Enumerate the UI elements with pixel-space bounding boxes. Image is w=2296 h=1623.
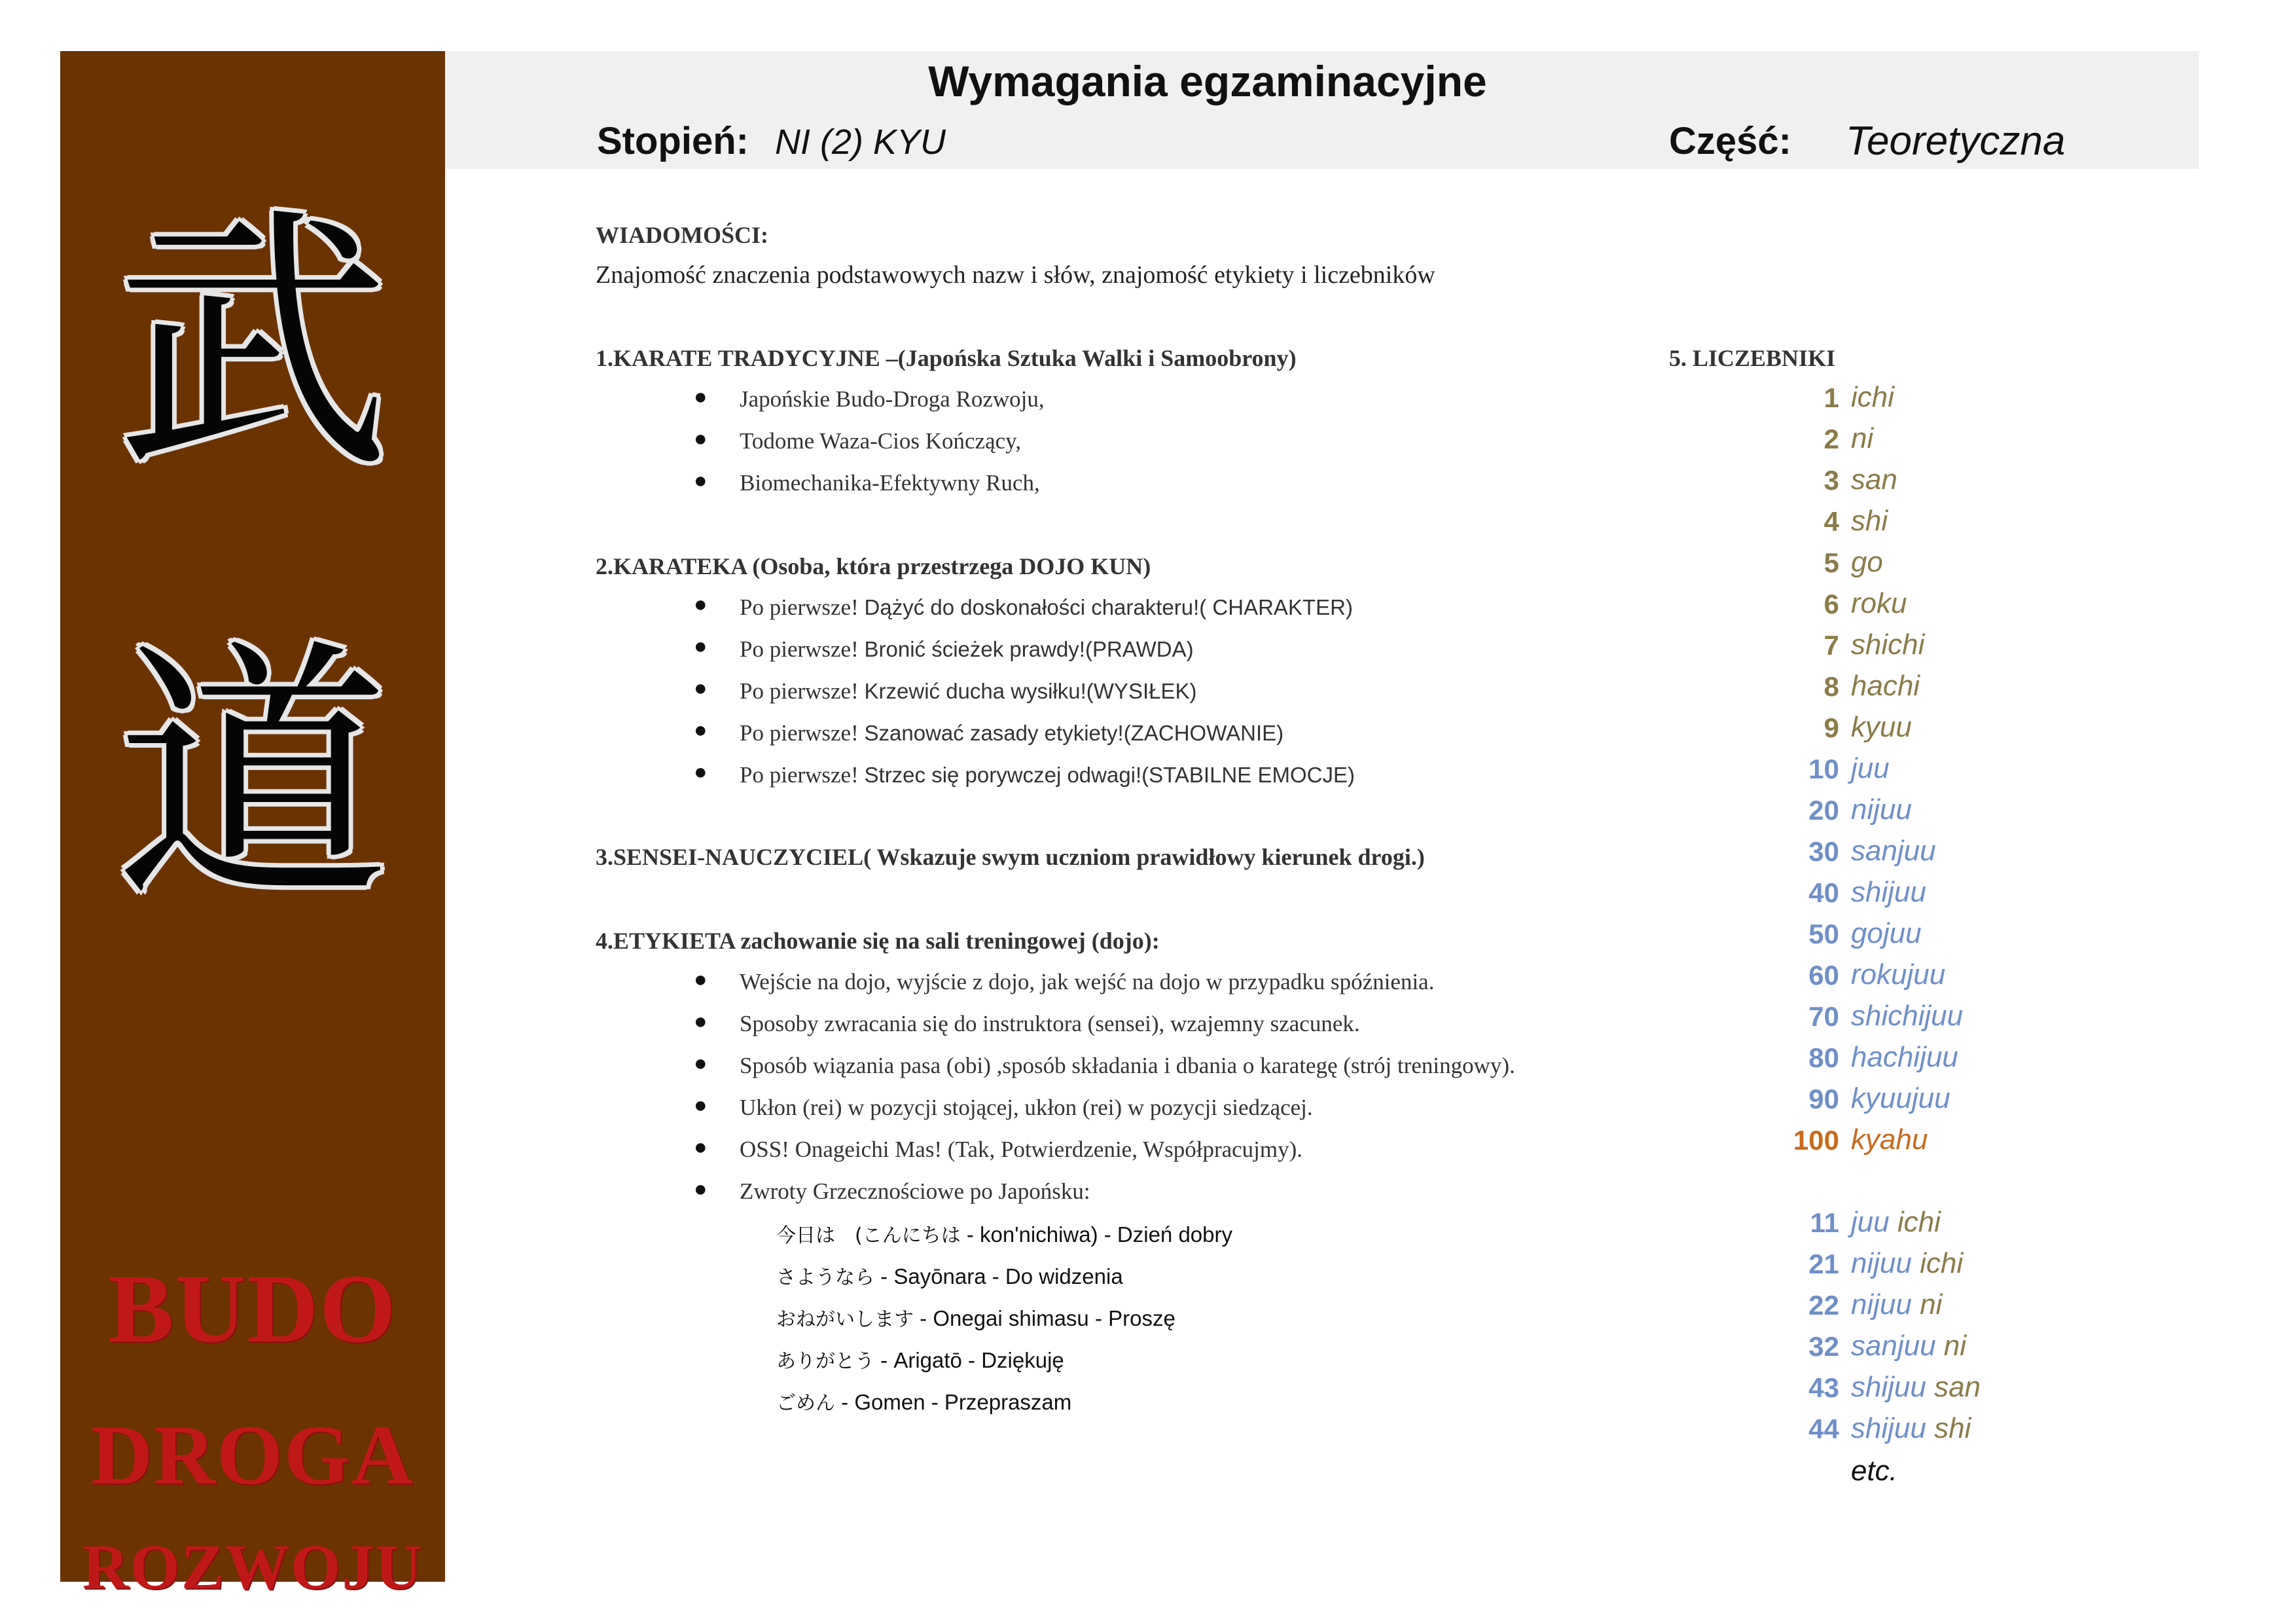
numeral-word: shi xyxy=(1851,505,1888,537)
compound-tens: nijuu xyxy=(1851,1247,1912,1279)
etiquette-item: Wejście na dojo, wyjście z dojo, jak wejść na dojo w przypadku spóźnienia. xyxy=(740,969,1435,994)
numeral-word: juu xyxy=(1851,752,1890,784)
numeral-number: 20 xyxy=(1808,795,1839,826)
etiquette-item: Sposoby zwracania się do instruktora (sensei), wzajemny szacunek. xyxy=(740,1011,1360,1036)
bullet-icon: ● xyxy=(694,593,708,617)
phrase-japanese: 今日は (こんにちは xyxy=(776,1224,961,1247)
compound-word xyxy=(1851,1247,1963,1280)
kanji-do: 道 xyxy=(115,617,390,938)
phrase-translation: - kon'nichiwa) - Dzień dobry xyxy=(960,1222,1233,1247)
bullet-icon: ● xyxy=(694,1010,708,1034)
dojo-kun-text: Strzec się porywczej odwagi!(STABILNE EMOCJE) xyxy=(864,763,1355,787)
numeral-word: san xyxy=(1851,464,1897,496)
numeral-number: 5 xyxy=(1823,547,1839,578)
numeral-number: 3 xyxy=(1823,465,1839,496)
section-1-item: Japońskie Budo-Droga Rozwoju, xyxy=(740,386,1045,412)
dojo-kun-item xyxy=(740,594,1353,621)
numeral-word: rokujuu xyxy=(1851,958,1946,991)
phrase-line xyxy=(776,1345,1064,1374)
numeral-number: 80 xyxy=(1808,1042,1839,1073)
bullet-icon: ● xyxy=(694,760,708,784)
etiquette-item: Ukłon (rei) w pozycji stojącej, ukłon (rei) w pozycji siedzącej. xyxy=(740,1095,1313,1120)
dojo-kun-item xyxy=(740,636,1194,663)
part-label: Część: xyxy=(1669,120,1791,162)
numeral-number: 70 xyxy=(1808,1001,1839,1032)
header-band xyxy=(445,51,2199,169)
numeral-word: hachi xyxy=(1851,670,1920,702)
numeral-word: go xyxy=(1851,546,1883,578)
compound-word xyxy=(1851,1330,1966,1362)
grade-label: Stopień: xyxy=(597,120,749,162)
bullet-icon: ● xyxy=(694,1051,708,1076)
dojo-kun-item xyxy=(740,678,1197,704)
numeral-number: 60 xyxy=(1808,960,1839,991)
compound-units: shi xyxy=(1934,1412,1971,1444)
etc-label: etc. xyxy=(1851,1455,1897,1487)
numeral-word: hachijuu xyxy=(1851,1041,1958,1073)
compound-tens: shijuu xyxy=(1851,1412,1926,1444)
numeral-word: ichi xyxy=(1851,381,1895,413)
numeral-number: 9 xyxy=(1823,712,1839,743)
dojo-kun-prefix: Po pierwsze! xyxy=(740,636,865,662)
bullet-icon: ● xyxy=(694,469,708,493)
bullet-icon: ● xyxy=(694,427,708,451)
numeral-number: 7 xyxy=(1823,630,1839,661)
numeral-number: 8 xyxy=(1823,671,1839,702)
numeral-number: 6 xyxy=(1823,589,1839,619)
compound-number: 11 xyxy=(1810,1207,1839,1238)
compound-number: 22 xyxy=(1808,1290,1839,1321)
section-4-heading: 4.ETYKIETA zachowanie się na sali treningowej (dojo): xyxy=(596,928,1160,954)
bullet-icon: ● xyxy=(694,634,708,659)
phrase-japanese: ありがとう xyxy=(776,1350,874,1373)
part-value: Teoretyczna xyxy=(1846,119,2066,164)
compound-word xyxy=(1851,1206,1941,1239)
bullet-icon: ● xyxy=(694,676,708,701)
phrase-line xyxy=(776,1219,1232,1248)
compound-number: 32 xyxy=(1808,1331,1839,1362)
bullet-icon: ● xyxy=(694,385,708,409)
dojo-kun-prefix: Po pierwsze! xyxy=(740,594,865,620)
etiquette-item: Sposób wiązania pasa (obi) ,sposób składania i dbania o karategę (strój treningowy). xyxy=(740,1053,1515,1078)
phrase-translation: - Onegai shimasu - Proszę xyxy=(914,1306,1175,1330)
compound-word xyxy=(1851,1288,1942,1321)
numeral-word: kyahu xyxy=(1851,1123,1928,1156)
numeral-number: 10 xyxy=(1808,754,1839,784)
phrase-japanese: ごめん xyxy=(776,1392,835,1415)
compound-word xyxy=(1851,1371,1981,1404)
phrase-translation: - Gomen - Przepraszam xyxy=(835,1390,1072,1414)
bullet-icon: ● xyxy=(694,718,708,742)
numeral-number: 1 xyxy=(1823,382,1839,413)
dojo-kun-prefix: Po pierwsze! xyxy=(740,720,865,746)
numeral-word: kyuu xyxy=(1851,711,1912,743)
section-3-heading: 3.SENSEI-NAUCZYCIEL( Wskazuje swym uczniom prawidłowy kierunek drogi.) xyxy=(596,844,1425,870)
banner-word-droga: DROGA xyxy=(91,1408,414,1503)
dojo-kun-prefix: Po pierwsze! xyxy=(740,762,865,788)
compound-tens: nijuu xyxy=(1851,1288,1912,1321)
dojo-kun-item xyxy=(740,720,1283,746)
intro-text: Znajomość znaczenia podstawowych nazw i słów, znajomość etykiety i liczebników xyxy=(596,261,1435,289)
compound-tens: juu xyxy=(1851,1206,1890,1238)
phrase-line xyxy=(776,1261,1123,1290)
kanji-bu: 武 xyxy=(115,185,390,505)
compound-units: ni xyxy=(1920,1288,1943,1321)
bullet-icon: ● xyxy=(694,1177,708,1201)
section-2-heading: 2.KARATEKA (Osoba, która przestrzega DOJO KUN) xyxy=(596,553,1151,579)
compound-number: 43 xyxy=(1808,1372,1839,1403)
numeral-number: 50 xyxy=(1808,919,1839,949)
budo-banner xyxy=(60,51,445,1603)
etiquette-item: OSS! Onageichi Mas! (Tak, Potwierdzenie, Współpracujmy). xyxy=(740,1137,1303,1162)
bullet-icon: ● xyxy=(694,1135,708,1159)
phrase-line xyxy=(776,1387,1071,1415)
bullet-icon: ● xyxy=(694,1093,708,1118)
page-title: Wymagania egzaminacyjne xyxy=(928,57,1487,105)
dojo-kun-text: Krzewić ducha wysiłku!(WYSIŁEK) xyxy=(864,679,1197,703)
numeral-word: kyuujuu xyxy=(1851,1082,1950,1114)
numeral-word: shichi xyxy=(1851,629,1925,661)
phrase-translation: - Arigatō - Dziękuję xyxy=(874,1348,1064,1372)
numeral-word: roku xyxy=(1851,587,1907,619)
compound-word xyxy=(1851,1412,1971,1445)
dojo-kun-prefix: Po pierwsze! xyxy=(740,678,865,704)
compound-units: ni xyxy=(1943,1330,1967,1362)
section-1-item: Biomechanika-Efektywny Ruch, xyxy=(740,470,1040,496)
compound-units: san xyxy=(1934,1371,1981,1403)
intro-heading: WIADOMOŚCI: xyxy=(596,222,769,248)
bullet-icon: ● xyxy=(694,968,708,992)
numeral-word: shijuu xyxy=(1851,876,1926,908)
numeral-number: 40 xyxy=(1808,877,1839,908)
dojo-kun-text: Dążyć do doskonałości charakteru!( CHARAKTER) xyxy=(864,595,1353,619)
compound-tens: shijuu xyxy=(1851,1371,1926,1403)
numeral-number: 90 xyxy=(1808,1084,1839,1114)
phrase-translation: - Sayōnara - Do widzenia xyxy=(874,1264,1123,1288)
dojo-kun-text: Szanować zasady etykiety!(ZACHOWANIE) xyxy=(864,721,1284,745)
etiquette-item: Zwroty Grzecznościowe po Japońsku: xyxy=(740,1178,1090,1204)
compound-units: ichi xyxy=(1920,1247,1964,1279)
compound-number: 44 xyxy=(1808,1413,1839,1444)
phrase-japanese: おねがいします xyxy=(776,1308,914,1331)
phrase-line xyxy=(776,1303,1175,1332)
numerals-heading: 5. LICZEBNIKI xyxy=(1669,345,1836,371)
numeral-word: sanjuu xyxy=(1851,835,1936,867)
banner-word-budo: BUDO xyxy=(108,1254,397,1363)
compound-tens: sanjuu xyxy=(1851,1330,1936,1362)
compound-number: 21 xyxy=(1808,1249,1839,1279)
banner-word-rozwoju: ROZWOJU xyxy=(82,1532,423,1603)
section-1-heading: 1.KARATE TRADYCYJNE –(Japońska Sztuka Walki i Samoobrony) xyxy=(596,345,1297,371)
phrase-japanese: さようなら xyxy=(776,1266,874,1289)
numeral-word: nijuu xyxy=(1851,793,1912,826)
numeral-word: gojuu xyxy=(1851,917,1922,949)
compound-units: ichi xyxy=(1897,1206,1941,1238)
numeral-number: 30 xyxy=(1808,836,1839,867)
grade-value: NI (2) KYU xyxy=(775,122,946,162)
numeral-number: 100 xyxy=(1793,1125,1839,1156)
numeral-number: 4 xyxy=(1823,506,1839,537)
dojo-kun-item xyxy=(740,762,1355,788)
numeral-word: ni xyxy=(1851,422,1874,454)
dojo-kun-text: Bronić ścieżek prawdy!(PRAWDA) xyxy=(864,637,1194,661)
section-1-item: Todome Waza-Cios Kończący, xyxy=(740,428,1022,454)
numeral-word: shichijuu xyxy=(1851,1000,1964,1032)
numeral-number: 2 xyxy=(1823,424,1839,454)
